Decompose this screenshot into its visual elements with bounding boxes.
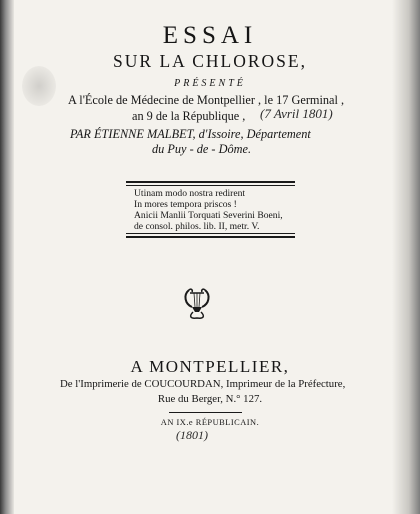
book-title: ESSAI xyxy=(162,22,258,49)
epigraph-line: In mores tempora priscos ! xyxy=(134,199,237,210)
author-line: PAR ÉTIENNE MALBET, d'Issoire, Département xyxy=(70,127,311,141)
epigraph-rule-top-thin xyxy=(126,185,295,186)
imprint-address: Rue du Berger, N.° 127. xyxy=(157,393,263,405)
republic-year-line: an 9 de la République , xyxy=(132,109,246,123)
epigraph-source: de consol. philos. lib. II, metr. V. xyxy=(134,221,260,232)
imprint-printer: De l'Imprimerie de COUCOURDAN, Imprimeur de la Préfecture, xyxy=(60,378,346,390)
author-department: du Puy - de - Dôme. xyxy=(152,142,252,156)
imprint-year: AN IX.e RÉPUBLICAIN. xyxy=(160,418,260,427)
lyre-icon xyxy=(180,286,214,320)
handwritten-date-note: (7 Avril 1801) xyxy=(260,106,333,121)
handwritten-year-note: (1801) xyxy=(176,428,208,442)
epigraph-attribution: Anicii Manlii Torquati Severini Boeni, xyxy=(134,210,283,221)
school-line: A l'École de Médecine de Montpellier , le 17 Germinal , xyxy=(68,93,345,107)
presented-label: PRÉSENTÉ xyxy=(174,78,246,89)
imprint-rule xyxy=(169,412,242,413)
epigraph-rule-bottom xyxy=(126,236,295,238)
imprint-place: A MONTPELLIER, xyxy=(130,357,290,376)
epigraph-rule-top xyxy=(126,181,295,183)
epigraph-rule-bottom-thin xyxy=(126,233,295,234)
book-subtitle: SUR LA CHLOROSE, xyxy=(113,51,307,71)
epigraph-line: Utinam modo nostra redirent xyxy=(134,188,246,199)
